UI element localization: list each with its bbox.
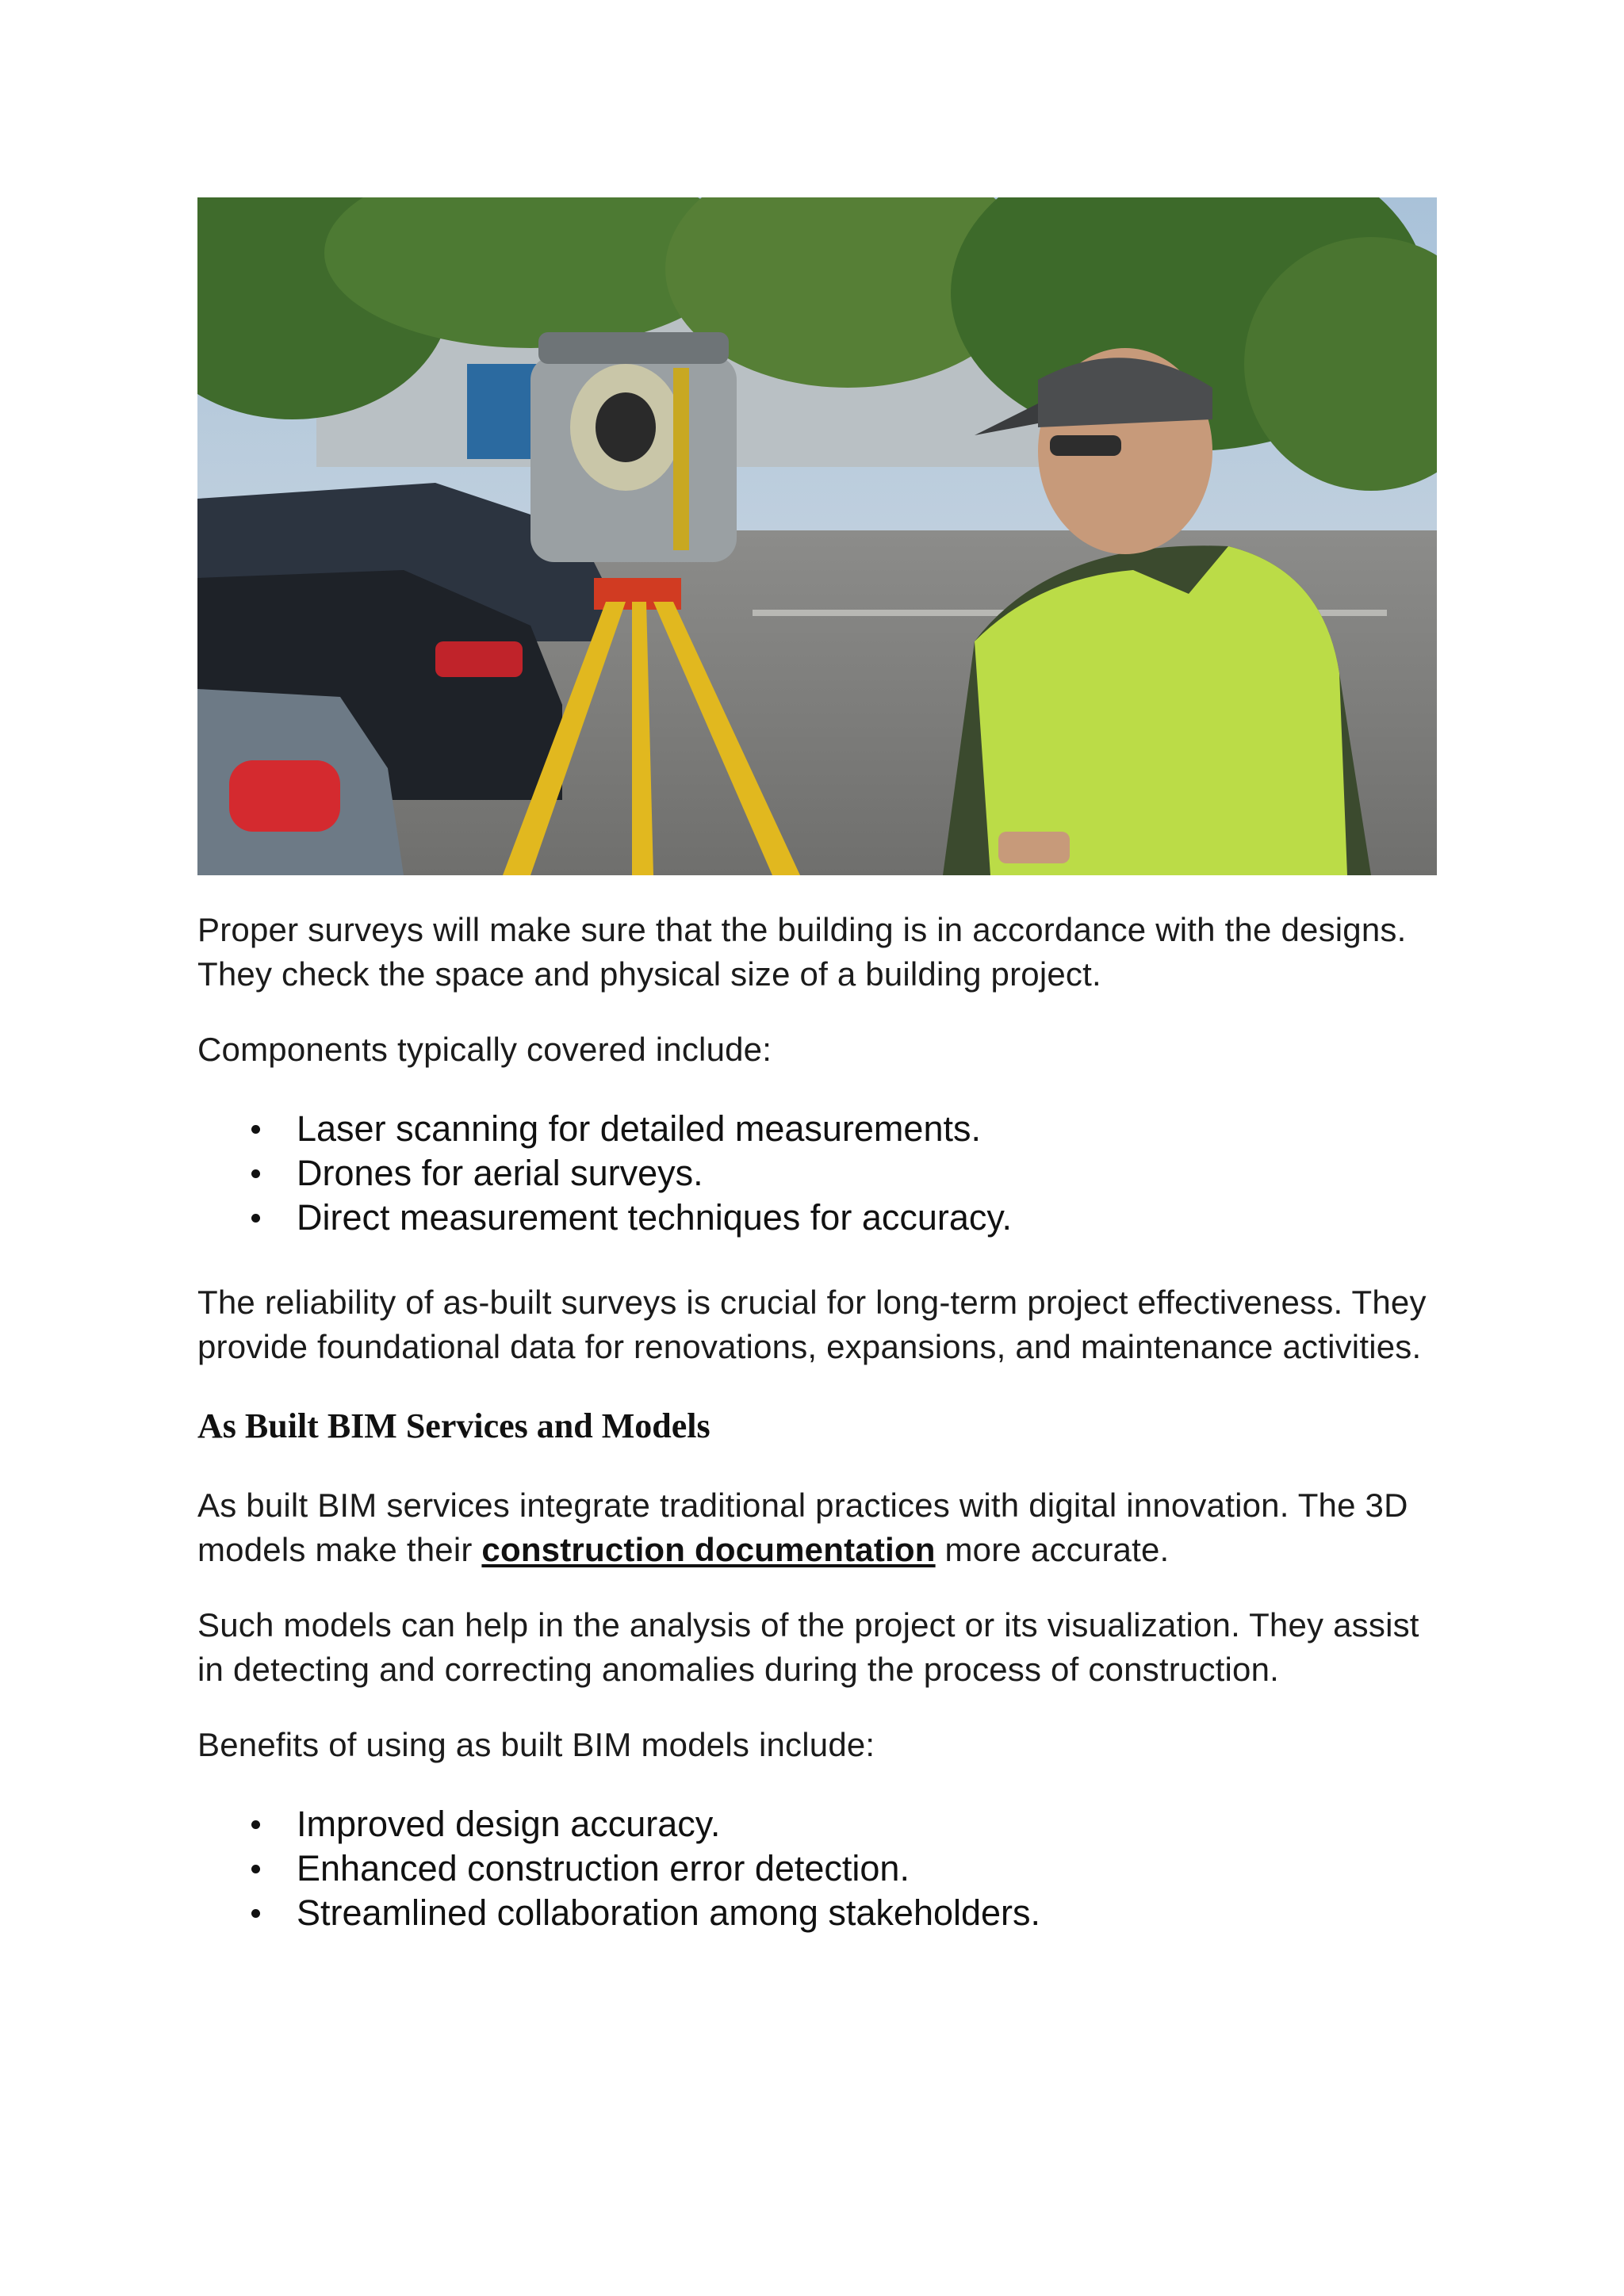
bullet-icon [251,1125,260,1134]
construction-documentation-link[interactable]: construction documentation [481,1531,936,1568]
bullet-icon [251,1214,260,1223]
bullet-icon [251,1865,260,1873]
paragraph-components-intro: Components typically covered include: [197,1031,772,1068]
list-item: Improved design accuracy. [197,1802,1437,1846]
benefits-list [197,1802,1437,1935]
paragraph-reliability: The reliability of as-built surveys is crucial for long-term project effectiveness. They provide foundational data for renovations, expansions, and maintenance activities. [197,1284,1427,1365]
surveyor-photo [197,197,1437,875]
components-list [197,1107,1437,1240]
list-item: Direct measurement techniques for accuracy. [197,1196,1437,1240]
bullet-icon [251,1820,260,1829]
paragraph-surveys-intro: Proper surveys will make sure that the building is in accordance with the designs. They check the space and physical size of a building project. [197,911,1407,993]
bullet-icon [251,1909,260,1918]
paragraph-benefits-intro: Benefits of using as built BIM models include: [197,1726,875,1763]
list-item: Drones for aerial surveys. [197,1151,1437,1196]
paragraph-bim-analysis: Such models can help in the analysis of the project or its visualization. They assist in detecting and correcting anomalies during the process of construction. [197,1606,1419,1688]
list-item: Laser scanning for detailed measurements. [197,1107,1437,1151]
section-heading: As Built BIM Services and Models [197,1406,710,1445]
surveyor-photo-illustration [197,197,1437,875]
bullet-icon [251,1169,260,1178]
paragraph-bim-services: As built BIM services integrate traditional practices with digital innovation. The 3D models make their construction documentation more accurate. [197,1487,1408,1568]
list-item: Enhanced construction error detection. [197,1846,1437,1891]
list-item: Streamlined collaboration among stakeholders. [197,1891,1437,1935]
